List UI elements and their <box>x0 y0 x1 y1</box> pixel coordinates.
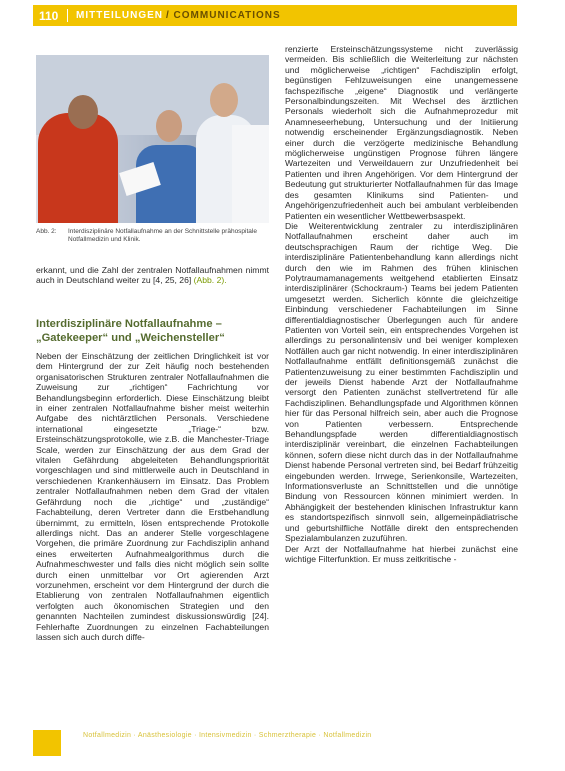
photo-staff <box>232 125 269 223</box>
footer-running-text: Notfallmedizin · Anästhesiologie · Intensivmedizin · Schmerztherapie · Notfallmedizin <box>83 732 372 739</box>
figure-label: Abb. 2: <box>36 228 57 235</box>
right-column <box>285 44 518 564</box>
subsection-label: / COMMUNICATIONS <box>166 10 281 21</box>
photo-paramedic <box>38 113 118 223</box>
left-column-body: Neben der Einschätzung der zeitlichen Dringlichkeit ist vor dem Hintergrund der zur Zeit häufig noch bestehenden organisatorischen Strukturen zentraler Notfallaufnahmen die Zuweisung zur „richtigen“ Fachrichtung vor Behandlungsbeginn erforderlich. Diese Einschätzung bleibt in einer zentralen Notfallaufnahme bisher meist weiterhin Aufgabe des nichtärztlichen Personals. Verschiedene international eingesetzte „Triage-“ bzw. Ersteinschätzungsprotokolle, wie z.B. die Manchester-Triage Scale, werden zur Einschätzung der aus dem Grad der vitalen Gefährdung abgeleiteten Behandlungspriorität vorgeschlagen und sind mittlerweile auch in Deutschland in verschiedenen Krankenhäusern im Einsatz. Das Problem zentraler Notfallaufnahmen neben dem Grad der vitalen Gefährdung noch die „richtige“ und „zuständige“ Fachabteilung, deren Vertreter dann die Erstbehandlung übernimmt, zu ermitteln, lösen entsprechende Protokolle allerdings nicht. Das an anderer Stelle vorgeschlagene Vorgehen, die primäre Zuordnung zur Fachdisziplin anhand eines erweiterten Aufnahmealgorithmus durch die Aufnahmeschwester und falls dies nicht möglich sein sollte durch einen unmittelbar vor Ort agierenden Arzt vorzunehmen, erscheint vor dem Hintergrund der durch die Etablierung von zentralen Notfallaufnahmen eigentlich verfolgten auch ökonomischen Strategien und den genannten Nachteilen zumindest diskussionswürdig [24]. Fehlerhafte Zuordnungen zu einzelnen Fachabteilungen lassen sich auch durch diffe- <box>36 351 269 642</box>
photo-paramedic-head <box>68 95 98 129</box>
section-label: MITTEILUNGEN <box>76 10 163 21</box>
intro-text: erkannt, und die Zahl der zentralen Notfallaufnahmen nimmt auch in Deutschland weiter zu [4, 25, 26] <box>36 265 269 286</box>
figure-caption-text: Interdisziplinäre Notfallaufnahme an der Schnittstelle prähospitale Notfallmedizin und Klinik. <box>68 228 257 243</box>
header-divider <box>67 9 68 22</box>
figure-reference-link[interactable]: (Abb. 2). <box>193 275 227 286</box>
footer-accent <box>33 730 61 756</box>
figure-caption <box>36 228 269 244</box>
page-number: 110 <box>39 8 59 23</box>
right-paragraph-2: Die Weiterentwicklung zentraler zu interdisziplinären Notfallaufnahmen erscheint daher auch im deutschsprachigen Raum der richtige Weg. Die interdisziplinäre Patientenbehandlung kann allerdings nicht durch den wie im Rahmen des frühen klinischen Polytraumamanagements weitgehend etablierten Einsatz interdisziplinärer (Schockraum-) Teams bei jedem Patienten umgesetzt werden. Sicherlich könnte die gleichzeitige Einbindung verschiedener Fachabteilungen im Sinne differentialdiagnostischer Überlegungen auch für andere Patienten von Vorteil sein, ein entsprechendes Vorgehen ist allerdings zu personalintensiv und bei weniger komplexen Notfällen auch gar nicht notwendig. In einer interdisziplinären Notfallaufnahme entfällt definitionsgemäß zunächst die Patientenzuweisung zu einer bestimmten Fachdisziplin und der jeweils Dienst habende Arzt der Notfallaufnahme versorgt den Patienten zunächst stellvertretend für alle Fachdisziplinen. Behandlungspfade und Algorithmen können hier für das Personal hilfreich sein, aber auch die Prognose von Patienten verbessern. Entsprechende Behandlungspfade werden differentialdiagnostisch interdisziplinär vereinbart, die einzelnen Fachabteilungen können, sofern diese nicht durch das in der Notfallaufnahme Dienst habende Personal vertreten sind, bei Bedarf frühzeitig eingebunden werden. Irrwege, Serienkonsile, Wartezeiten, Informationsverluste an Schnittstellen und die unnötige Bindung von Ressourcen können minimiert werden. In Abhängigkeit der bestehenden klinischen Infrastruktur kann es standortspezifisch sinnvoll sein, allgemeinpädiatrische und geburtshilfliche Notfälle direkt den entsprechenden Spezialambulanzen zuzuführen. <box>285 220 518 544</box>
section-heading: Interdisziplinäre Notfallaufnahme – „Gatekeeper“ und „Weichensteller“ <box>36 318 225 344</box>
photo-patient-head <box>156 110 182 142</box>
right-paragraph-1: renzierte Ersteinschätzungssysteme nicht zuverlässig vermeiden. Bis schließlich die Weiterleitung zur nächsten und möglicherweise „richtigen“ Fachdisziplin erfolgt, begünstigen Fehlzuweisungen eine unangemessene fachspezifische „eigene“ Diagnostik und verlängerte Personalbindungszeiten. Mit Wechsel des ärztlichen Personals wiederholt sich die Aufnahmeprozedur mit Anamneseerhebung, Untersuchung und der Initiierung notwendig erscheinender Ergänzungsdiagnostik. Neben einer durch die verzögerte medizinische Behandlung möglicherweise ungünstigen Prognose führen längere Wartezeiten und Verweildauern zur Unzufriedenheit bei Patienten und ihren Angehörigen. Vor dem Hintergrund der Bedeutung gut strukturierter Notfallaufnahmen für das Image des gesamten Klinikums sind Patienten- und Angehörigenzufriedenheit auch bei ambulant verbleibenden Patienten ein wesentlicher Wettbewerbsaspekt. <box>285 44 518 221</box>
right-paragraph-3: Der Arzt der Notfallaufnahme hat hierbei zunächst eine wichtige Filterfunktion. Er muss zeitkritische - <box>285 543 518 564</box>
figure-photo <box>36 55 269 223</box>
left-column-intro <box>36 265 269 286</box>
header-bar <box>33 5 517 26</box>
page-footer <box>33 730 517 756</box>
photo-doctor-head <box>210 83 238 117</box>
section-title <box>76 10 281 21</box>
